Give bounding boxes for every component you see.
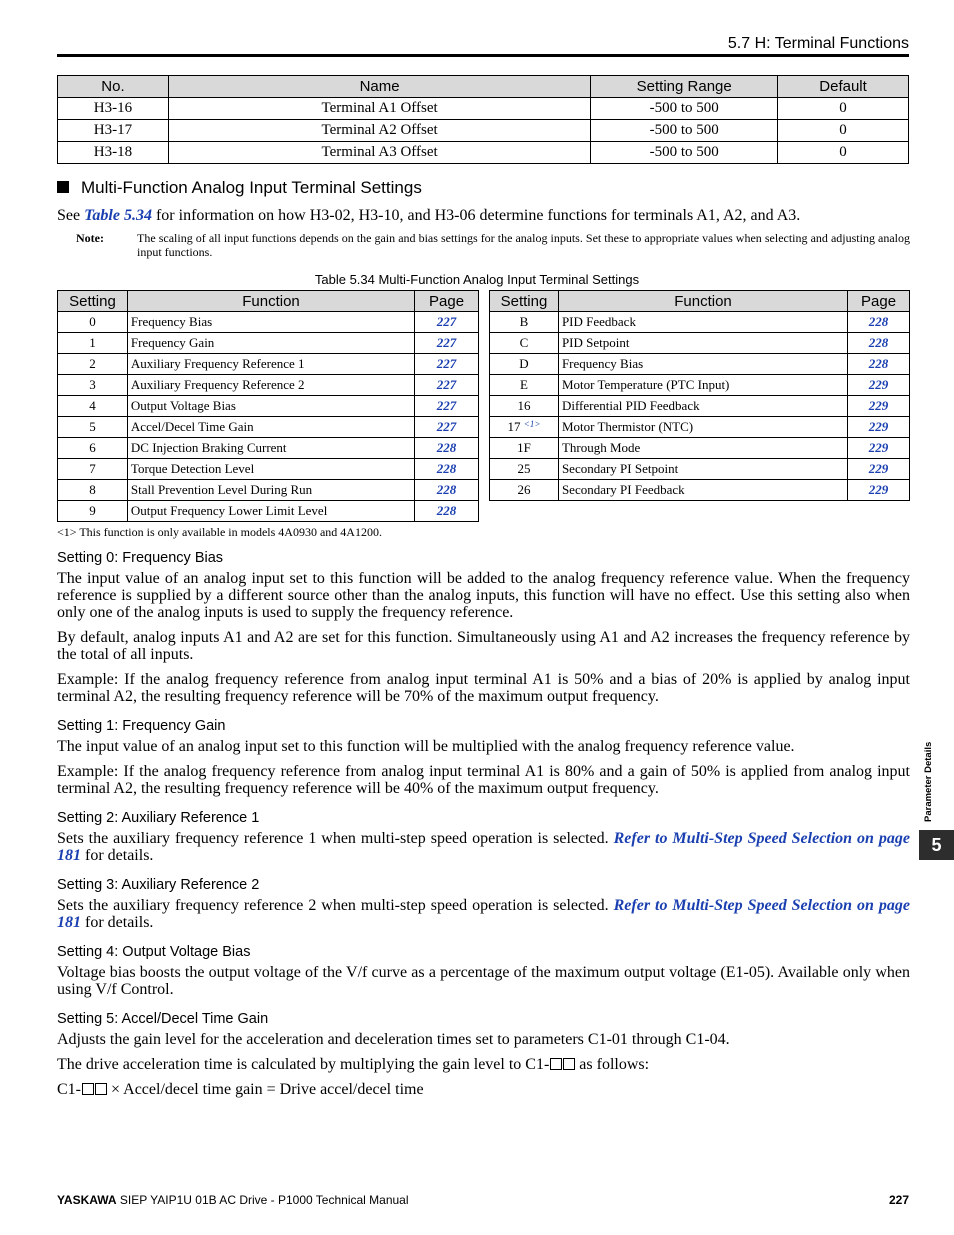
function-cell: DC Injection Braking Current — [127, 438, 414, 459]
function-cell: Motor Temperature (PTC Input) — [558, 375, 847, 396]
setting-2-paragraph — [57, 830, 910, 864]
table-cell: Terminal A1 Offset — [168, 98, 590, 120]
table-row — [490, 417, 910, 438]
placeholder-box-icon — [82, 1083, 94, 1095]
setting-cell: 9 — [58, 501, 128, 522]
page-link[interactable]: 227 — [415, 375, 479, 396]
see-table-paragraph — [57, 207, 910, 224]
column-header: Function — [558, 291, 847, 312]
table-row — [490, 480, 910, 501]
function-cell: Stall Prevention Level During Run — [127, 480, 414, 501]
settings-table-left — [57, 290, 479, 522]
table-cell: 0 — [778, 98, 909, 120]
setting-5-paragraph-2 — [57, 1056, 910, 1073]
setting-cell: 26 — [490, 480, 559, 501]
table-row — [58, 459, 479, 480]
section-heading — [57, 178, 422, 198]
multi-step-speed-link[interactable]: Refer to Multi-Step Speed Selection on page 181 — [57, 897, 910, 931]
column-header: Name — [168, 76, 590, 98]
function-cell: Frequency Bias — [558, 354, 847, 375]
column-header: Page — [415, 291, 479, 312]
table-row — [58, 142, 909, 164]
footer-doc-text: SIEP YAIP1U 01B AC Drive - P1000 Technical Manual — [116, 1193, 409, 1207]
table-header-row — [58, 76, 909, 98]
table-row — [58, 396, 479, 417]
setting-1-heading: Setting 1: Frequency Gain — [57, 718, 226, 734]
function-cell: Secondary PI Feedback — [558, 480, 847, 501]
section-heading-text: Multi-Function Analog Input Terminal Settings — [81, 178, 422, 197]
parameter-table — [57, 75, 909, 164]
column-header: Default — [778, 76, 909, 98]
text: Sets the auxiliary frequency reference 2 when multi-step speed operation is selected. — [57, 897, 614, 914]
placeholder-box-icon — [95, 1083, 107, 1095]
table-row — [58, 375, 479, 396]
function-cell: Output Voltage Bias — [127, 396, 414, 417]
text: C1- — [57, 1081, 81, 1098]
table-row — [58, 98, 909, 120]
text: × Accel/decel time gain = Drive accel/decel time — [107, 1081, 424, 1098]
page-link[interactable]: 229 — [848, 375, 910, 396]
page-link[interactable]: 227 — [415, 333, 479, 354]
table-footnote: <1> This function is only available in models 4A0930 and 4A1200. — [57, 525, 382, 539]
function-cell: Frequency Gain — [127, 333, 414, 354]
text: for details. — [81, 914, 154, 931]
note-text: The scaling of all input functions depends on the gain and bias settings for the analog inputs. Set these to appropriate values when selecting and adjusting analog input functions. — [137, 231, 910, 259]
table-row — [58, 480, 479, 501]
page-link[interactable]: 229 — [848, 438, 910, 459]
setting-cell: E — [490, 375, 559, 396]
setting-1-paragraph-1: The input value of an analog input set to this function will be multiplied with the analog frequency reference value. — [57, 738, 795, 755]
page-link[interactable]: 227 — [415, 396, 479, 417]
page-link[interactable]: 228 — [848, 312, 910, 333]
setting-3-paragraph — [57, 897, 910, 931]
setting-5-formula — [57, 1081, 910, 1098]
page-link[interactable]: 229 — [848, 417, 910, 438]
setting-4-heading: Setting 4: Output Voltage Bias — [57, 944, 251, 960]
setting-cell: 1 — [58, 333, 128, 354]
section-title: 5.7 H: Terminal Functions — [727, 35, 909, 52]
column-header: Setting Range — [591, 76, 778, 98]
footer-document-title — [57, 1193, 409, 1207]
setting-0-paragraph-1: The input value of an analog input set to this function will be added to the analog frequency reference value. When the frequency reference is supplied by a different source other than the analog inputs, this function will have no effect. Use this setting also when only one of the analog inputs is used to supply the frequency reference. — [57, 570, 910, 621]
function-cell: Through Mode — [558, 438, 847, 459]
function-cell: Motor Thermistor (NTC) — [558, 417, 847, 438]
text: Sets the auxiliary frequency reference 1 when multi-step speed operation is selected. — [57, 830, 614, 847]
page-link[interactable]: 228 — [415, 459, 479, 480]
table-row — [490, 459, 910, 480]
table-cell: Terminal A3 Offset — [168, 142, 590, 164]
table-cell: -500 to 500 — [591, 120, 778, 142]
table-row — [58, 438, 479, 459]
table-row — [490, 375, 910, 396]
column-header: Setting — [490, 291, 559, 312]
table-5-34-link[interactable]: Table 5.34 — [84, 207, 152, 224]
page-link[interactable]: 228 — [848, 354, 910, 375]
table-caption: Table 5.34 Multi-Function Analog Input Terminal Settings — [314, 272, 640, 287]
table-cell: H3-17 — [58, 120, 169, 142]
setting-0-paragraph-2: By default, analog inputs A1 and A2 are set for this function. Simultaneously using A1 and A2 increases the frequency reference by the total of all inputs. — [57, 629, 910, 663]
function-cell: Secondary PI Setpoint — [558, 459, 847, 480]
table-cell: -500 to 500 — [591, 142, 778, 164]
setting-2-heading: Setting 2: Auxiliary Reference 1 — [57, 810, 260, 826]
table-cell: 0 — [778, 142, 909, 164]
function-cell: PID Setpoint — [558, 333, 847, 354]
page-link[interactable]: 229 — [848, 459, 910, 480]
square-bullet-icon — [57, 181, 69, 193]
table-row — [58, 312, 479, 333]
function-cell: Auxiliary Frequency Reference 1 — [127, 354, 414, 375]
table-row — [58, 333, 479, 354]
chapter-tab[interactable]: 5 — [919, 830, 954, 860]
multi-step-speed-link[interactable]: Refer to Multi-Step Speed Selection on page 181 — [57, 830, 910, 864]
page-link[interactable]: 228 — [415, 501, 479, 522]
setting-cell: 5 — [58, 417, 128, 438]
setting-cell: 8 — [58, 480, 128, 501]
setting-4-paragraph: Voltage bias boosts the output voltage of the V/f curve as a percentage of the maximum output voltage (E1-05). Available only when using V/f Control. — [57, 964, 910, 998]
function-cell: Torque Detection Level — [127, 459, 414, 480]
setting-cell: 4 — [58, 396, 128, 417]
setting-cell: 2 — [58, 354, 128, 375]
setting-0-heading: Setting 0: Frequency Bias — [57, 550, 224, 566]
setting-cell: 7 — [58, 459, 128, 480]
setting-cell: 0 — [58, 312, 128, 333]
setting-cell: 16 — [490, 396, 559, 417]
setting-0-paragraph-3: Example: If the analog frequency reference from analog input terminal A1 is 50% and a bias of 20% is applied by analog input terminal A2, the resulting frequency reference will be 70% of the maximum output frequency. — [57, 671, 910, 705]
column-header: Setting — [58, 291, 128, 312]
page-link[interactable]: 228 — [415, 438, 479, 459]
table-row — [58, 120, 909, 142]
setting-cell: 3 — [58, 375, 128, 396]
table-row — [58, 417, 479, 438]
page-link[interactable]: 229 — [848, 480, 910, 501]
setting-cell: C — [490, 333, 559, 354]
note-label: Note: — [76, 231, 104, 245]
table-cell: 0 — [778, 120, 909, 142]
function-cell: Differential PID Feedback — [558, 396, 847, 417]
page-link[interactable]: 229 — [848, 396, 910, 417]
page-number: 227 — [888, 1193, 909, 1207]
table-row — [490, 312, 910, 333]
table-cell: -500 to 500 — [591, 98, 778, 120]
placeholder-box-icon — [550, 1058, 562, 1070]
function-cell: Frequency Bias — [127, 312, 414, 333]
footnote-ref-link[interactable]: <1> — [523, 419, 541, 429]
setting-5-paragraph-1: Adjusts the gain level for the acceleration and deceleration times set to parameters C1-01 through C1-04. — [57, 1031, 730, 1048]
chapter-side-label — [923, 722, 937, 822]
function-cell: PID Feedback — [558, 312, 847, 333]
column-header: Function — [127, 291, 414, 312]
text: as follows: — [575, 1056, 650, 1073]
table-row — [490, 396, 910, 417]
table-cell: H3-16 — [58, 98, 169, 120]
setting-cell: B — [490, 312, 559, 333]
function-cell: Accel/Decel Time Gain — [127, 417, 414, 438]
table-row — [490, 333, 910, 354]
setting-cell: 1F — [490, 438, 559, 459]
chapter-side-label-text: Parameter Details — [923, 741, 934, 822]
settings-table-right — [489, 290, 910, 501]
table-row — [490, 438, 910, 459]
text: The drive acceleration time is calculated by multiplying the gain level to C1- — [57, 1056, 550, 1073]
page-link[interactable]: 227 — [415, 417, 479, 438]
placeholder-box-icon — [563, 1058, 575, 1070]
table-cell: Terminal A2 Offset — [168, 120, 590, 142]
table-header-row — [490, 291, 910, 312]
setting-cell: 6 — [58, 438, 128, 459]
setting-cell: 25 — [490, 459, 559, 480]
table-row — [490, 354, 910, 375]
page-link[interactable]: 227 — [415, 354, 479, 375]
column-header: No. — [58, 76, 169, 98]
header-rule — [57, 54, 909, 57]
setting-cell — [490, 417, 559, 438]
setting-5-heading: Setting 5: Accel/Decel Time Gain — [57, 1011, 269, 1027]
table-cell: H3-18 — [58, 142, 169, 164]
table-header-row — [58, 291, 479, 312]
table-row — [58, 354, 479, 375]
function-cell: Output Frequency Lower Limit Level — [127, 501, 414, 522]
setting-cell: D — [490, 354, 559, 375]
column-header: Page — [848, 291, 910, 312]
setting-3-heading: Setting 3: Auxiliary Reference 2 — [57, 877, 260, 893]
function-cell: Auxiliary Frequency Reference 2 — [127, 375, 414, 396]
page-link[interactable]: 227 — [415, 312, 479, 333]
page-link[interactable]: 228 — [848, 333, 910, 354]
brand-name: YASKAWA — [57, 1193, 117, 1207]
text: for details. — [81, 847, 154, 864]
text: for information on how H3-02, H3-10, and H3-06 determine functions for terminals A1, A2, and A3. — [151, 207, 801, 224]
page-link[interactable]: 228 — [415, 480, 479, 501]
setting-1-paragraph-2: Example: If the analog frequency reference from analog input terminal A1 is 80% and a gain of 50% is applied from analog input terminal A2, the resulting frequency reference will be 40% of the maximum output frequency. — [57, 763, 910, 797]
setting-value: 17 — [507, 419, 521, 434]
text: See — [57, 207, 85, 224]
table-row — [58, 501, 479, 522]
